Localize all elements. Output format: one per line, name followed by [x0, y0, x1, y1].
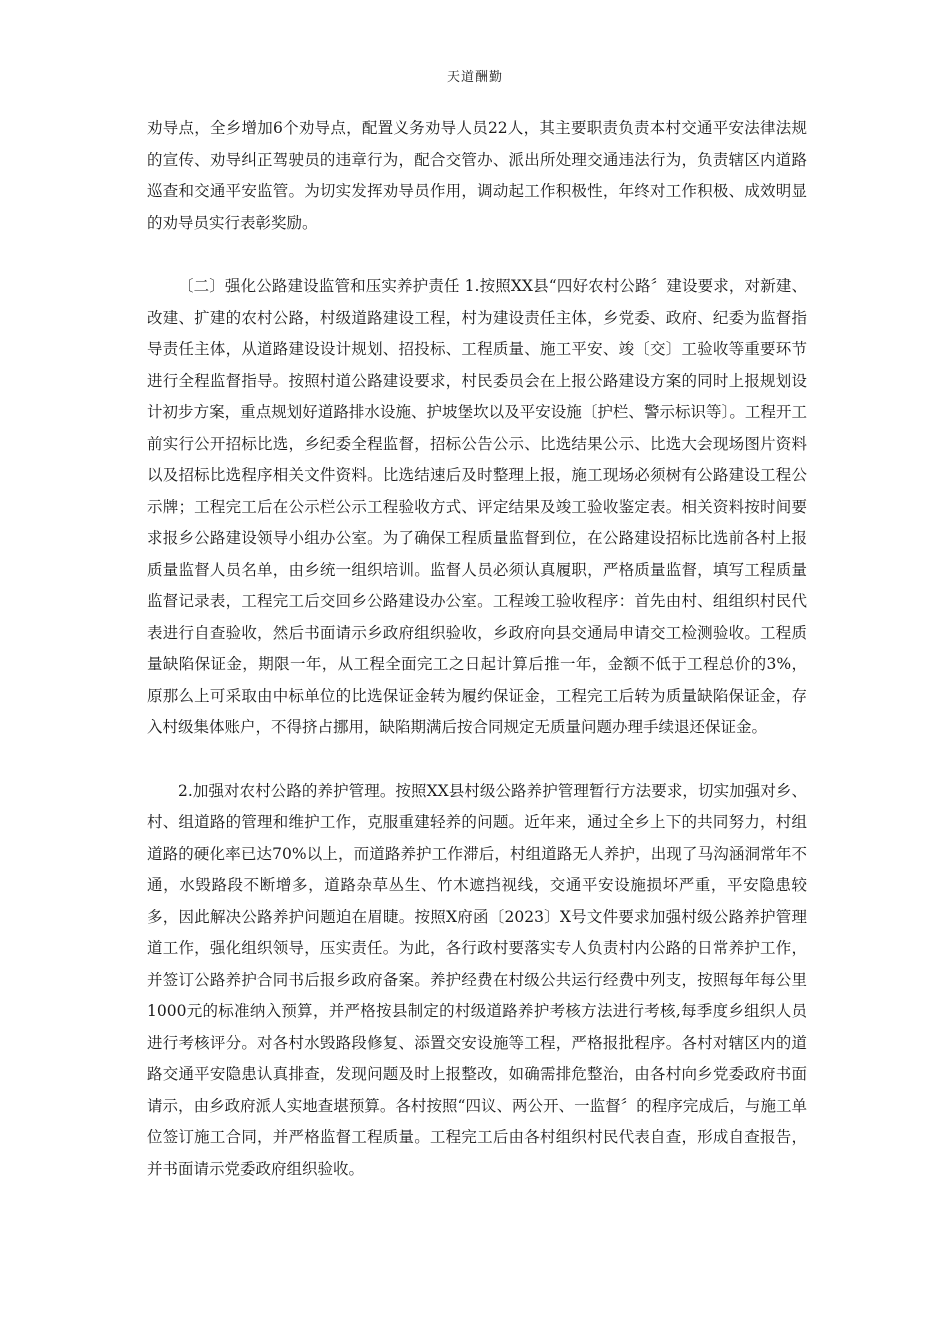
paragraph-3: 2.加强对农村公路的养护管理。按照XX县村级公路养护管理暂行方法要求，切实加强对乡、村、组道路的管理和维护工作，克服重建轻养的问题。近年来，通过全乡上下的共同努力，村组道路的硬化率已达70%以上，而道路养护工作滞后，村组道路无人养护，出现了马沟涵洞常年不通，水毁路段不断增多，道路杂草丛生、竹木遮挡视线，交通平安设施损坏严重，平安隐患较多，因此解决公路养护问题迫在眉睫。按照X府函〔2023〕X号文件要求加强村级公路养护管理道工作，强化组织领导，压实责任。为此，各行政村要落实专人负责村内公路的日常养护工作，并签订公路养护合同书后报乡政府备案。养护经费在村级公共运行经费中列支，按照每年每公里1000元的标准纳入预算，并严格按县制定的村级道路养护考核方法进行考核,每季度乡组织人员进行考核评分。对各村水毁路段修复、添置交安设施等工程，严格报批程序。各村对辖区内的道路交通平安隐患认真排查，发现问题及时上报整改，如确需排危整治，由各村向乡党委政府书面请示，由乡政府派人实地查堪预算。各村按照“四议、两公开、一监督〞的程序完成后，与施工单位签订施工合同，并严格监督工程质量。工程完工后由各村组织村民代表自查，形成自查报告，并书面请示党委政府组织验收。: [147, 781, 807, 1178]
page-header: 天道酬勤: [446, 70, 503, 85]
document-body: [147, 113, 807, 1217]
paragraph-1: 劝导点，全乡增加6个劝导点，配置义务劝导人员22人，其主要职责负责本村交通平安法律法规的宣传、劝导纠正驾驶员的违章行为，配合交管办、派出所处理交通违法行为，负责辖区内道路巡查和交通平安监管。为切实发挥劝导员作用，调动起工作积极性，年终对工作积极、成效明显的劝导员实行表彰奖励。: [147, 119, 807, 232]
paragraph-2: 〔二〕强化公路建设监管和压实养护责任 1.按照XX县“四好农村公路〞建设要求，对新建、改建、扩建的农村公路，村级道路建设工程，村为建设责任主体，乡党委、政府、纪委为监督指导责任主体，从道路建设设计规划、招投标、工程质量、施工平安、竣〔交〕工验收等重要环节进行全程监督指导。按照村道公路建设要求，村民委员会在上报公路建设方案的同时上报规划设计初步方案，重点规划好道路排水设施、护坡堡坎以及平安设施〔护栏、警示标识等〕。工程开工前实行公开招标比选，乡纪委全程监督，招标公告公示、比选结果公示、比选大会现场图片资料以及招标比选程序相关文件资料。比选结速后及时整理上报，施工现场必须树有公路建设工程公示牌；工程完工后在公示栏公示工程验收方式、评定结果及竣工验收鉴定表。相关资料按时间要求报乡公路建设领导小组办公室。为了确保工程质量监督到位，在公路建设招标比选前各村上报质量监督人员名单，由乡统一组织培训。监督人员必须认真履职，严格质量监督，填写工程质量监督记录表，工程完工后交回乡公路建设办公室。工程竣工验收程序：首先由村、组组织村民代表进行自查验收，然后书面请示乡政府组织验收，乡政府向县交通局申请交工检测验收。工程质量缺陷保证金，期限一年，从工程全面完工之日起计算后推一年，金额不低于工程总价的3%，原那么上可采取由中标单位的比选保证金转为履约保证金，工程完工后转为质量缺陷保证金，存入村级集体账户，不得挤占挪用，缺陷期满后按合同规定无质量问题办理手续退还保证金。: [147, 277, 807, 736]
